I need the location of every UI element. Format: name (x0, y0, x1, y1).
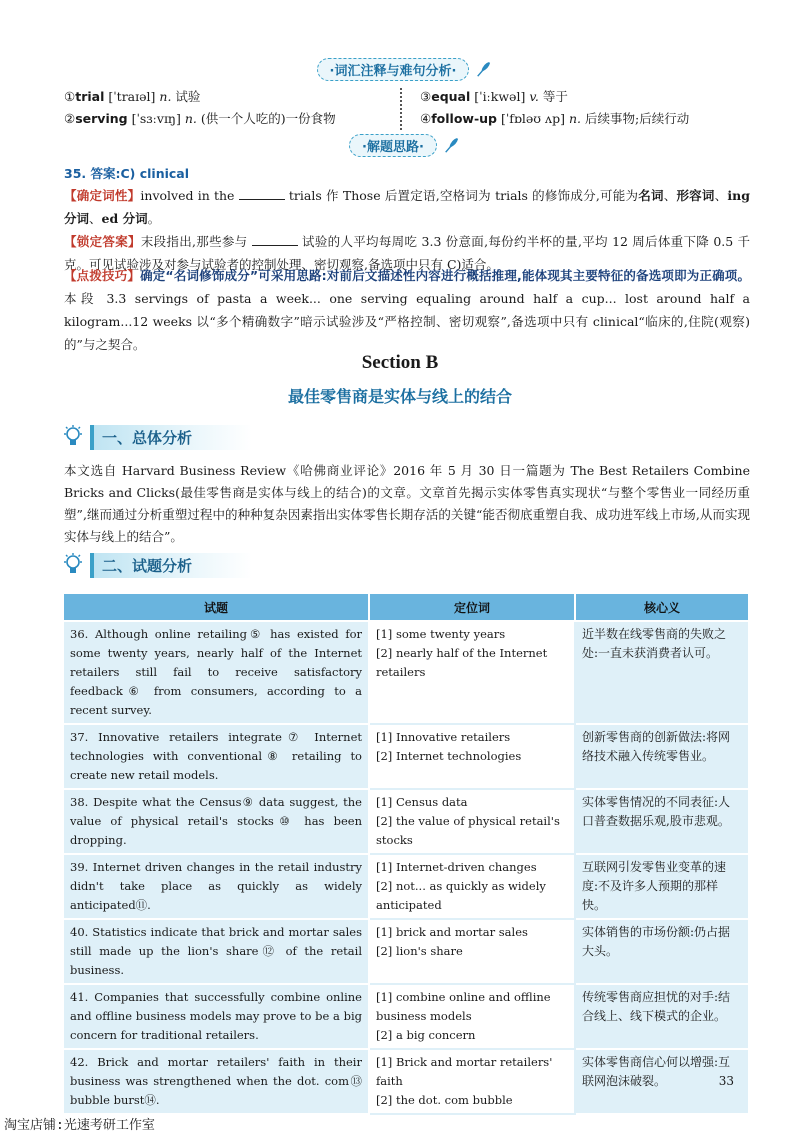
section-title: Section B (361, 352, 439, 373)
vocab-right (420, 86, 750, 130)
vocab-item: ①trial [ˈtraɪəl] n. 试验 (64, 89, 201, 104)
table-row (63, 854, 749, 919)
core-meaning-cell: 传统零售商应担忧的对手:结合线上、线下模式的企业。 (575, 984, 749, 1049)
vocab-banner-label: ·词汇注释与难句分析· (317, 58, 470, 81)
core-meaning-cell: 互联网引发零售业变革的速度:不及许多人预期的那样快。 (575, 854, 749, 919)
col-header-core: 核心义 (575, 593, 749, 621)
answer-line: 35. 答案:C) clinical (64, 166, 190, 181)
locator-cell: [1] some twenty years [2] nearly half of the Internet retailers (369, 621, 575, 724)
question-cell: 42. Brick and mortar retailers' faith in their business was strengthened when the dot. com⑬ bubble burst⑭. (63, 1049, 369, 1114)
solution-banner-label: ·解题思路· (349, 134, 437, 157)
question-cell: 38. Despite what the Census⑨ data suggest, the value of physical retail's stocks⑩ has been dropping. (63, 789, 369, 854)
col-header-locator: 定位词 (369, 593, 575, 621)
question-cell: 41. Companies that successfully combine online and offline business models may prove to be a big concern for traditional retailers. (63, 984, 369, 1049)
vocab-banner (300, 58, 510, 80)
table-row (63, 724, 749, 789)
col-header-question: 试题 (63, 593, 369, 621)
quill-icon (475, 60, 493, 78)
lightbulb-icon (62, 552, 84, 578)
section-subtitle: 最佳零售商是实体与线上的结合 (287, 387, 512, 406)
locator-cell: [1] Innovative retailers [2] Internet technologies (369, 724, 575, 789)
lightbulb-icon (62, 424, 84, 450)
question-cell: 40. Statistics indicate that brick and mortar sales still made up the lion's share⑫ of the retail business. (63, 919, 369, 984)
vocab-divider (400, 88, 412, 130)
locator-cell: [1] Census data [2] the value of physical retail's stocks (369, 789, 575, 854)
core-meaning-cell: 近半数在线零售商的失败之处:一直未获消费者认可。 (575, 621, 749, 724)
para-tips: 【点拨技巧】确定“名词修饰成分”可采用思路:对前后文描述性内容进行概括推理,能体现其主要特征的备选项即为正确项。本段 3.3 servings of pasta a week... one serving equaling around half a cup... lost around half a kilogram...12 weeks 以“多个精确数字”暗示试验涉及“严格控制、密切观察”,备选项中只有 clinical“临床的,住院(观察)的”与之契合。 (64, 268, 750, 352)
core-meaning-cell: 实体零售商信心何以增强:互联网泡沫破裂。 (575, 1049, 749, 1114)
solution-banner (300, 134, 510, 156)
para-determine-pos: 【确定词性】involved in the trials 作 Those 后置定语,空格词为 trials 的修饰成分,可能为名词、形容词、ing 分词、ed 分词。 (64, 188, 750, 226)
locator-cell: [1] Brick and mortar retailers' faith [2] the dot. com bubble (369, 1049, 575, 1114)
table-row (63, 919, 749, 984)
core-meaning-cell: 实体销售的市场份额:仍占据大头。 (575, 919, 749, 984)
page-number: 33 (718, 1074, 734, 1088)
vocab-item: ④follow-up [ˈfɒləʊ ʌp] n. 后续事物;后续行动 (420, 111, 690, 126)
quill-icon (443, 136, 461, 154)
question-cell: 39. Internet driven changes in the retail industry didn't take place as quickly as widely anticipated⑪. (63, 854, 369, 919)
table-row (63, 1049, 749, 1114)
locator-cell: [1] combine online and offline business models [2] a big concern (369, 984, 575, 1049)
overview-text: 本文选自 Harvard Business Review《哈佛商业评论》2016 年 5 月 30 日一篇题为 The Best Retailers Combine Bricks and Clicks(最佳零售商是实体与线上的结合)的文章。文章首先揭示实体零售真实现状“与整个零售业一同经历重塑”,继而通过分析重塑过程中的种种复杂因素指出实体零售长期存活的关键“能否彻底重塑自我、成功进军线上市场,从而实现实体与线上的结合”。 (64, 463, 750, 544)
vocab-left (64, 86, 394, 130)
table-row (63, 621, 749, 724)
heading-questions: 二、试题分析 (62, 550, 252, 580)
question-cell: 36. Although online retailing⑤ has existed for some twenty years, nearly half of the Internet retailers still fail to receive satisfactory feedback⑥ from consumers, according to a recent survey. (63, 621, 369, 724)
table-row (63, 984, 749, 1049)
vocab-item: ②serving [ˈsɜːvɪŋ] n. (供一个人吃的)一份食物 (64, 111, 336, 126)
footer-shop: 淘宝店铺:光速考研工作室 (4, 1118, 155, 1133)
answer-blank (239, 187, 285, 200)
locator-cell: [1] Internet-driven changes [2] not... as quickly as widely anticipated (369, 854, 575, 919)
core-meaning-cell: 创新零售商的创新做法:将网络技术融入传统零售业。 (575, 724, 749, 789)
para-lock-answer: 【锁定答案】末段指出,那些参与 试验的人平均每周吃 3.3 份意面,每份约半杯的量,平均 12 周后体重下降 0.5 千克。可见试验涉及对参与试验者的控制处理、密切观察,备选项中只有 C)适合。 (64, 234, 750, 272)
heading-overview: 一、总体分析 (62, 422, 252, 452)
vocab-item: ③equal [ˈiːkwəl] v. 等于 (420, 89, 568, 104)
locator-cell: [1] brick and mortar sales [2] lion's share (369, 919, 575, 984)
question-cell: 37. Innovative retailers integrate⑦ Internet technologies with conventional⑧ retailing to create new retail models. (63, 724, 369, 789)
table-row (63, 789, 749, 854)
question-table (62, 592, 750, 1115)
answer-blank (252, 233, 298, 246)
core-meaning-cell: 实体零售情况的不同表征:人口普查数据乐观,股市悲观。 (575, 789, 749, 854)
